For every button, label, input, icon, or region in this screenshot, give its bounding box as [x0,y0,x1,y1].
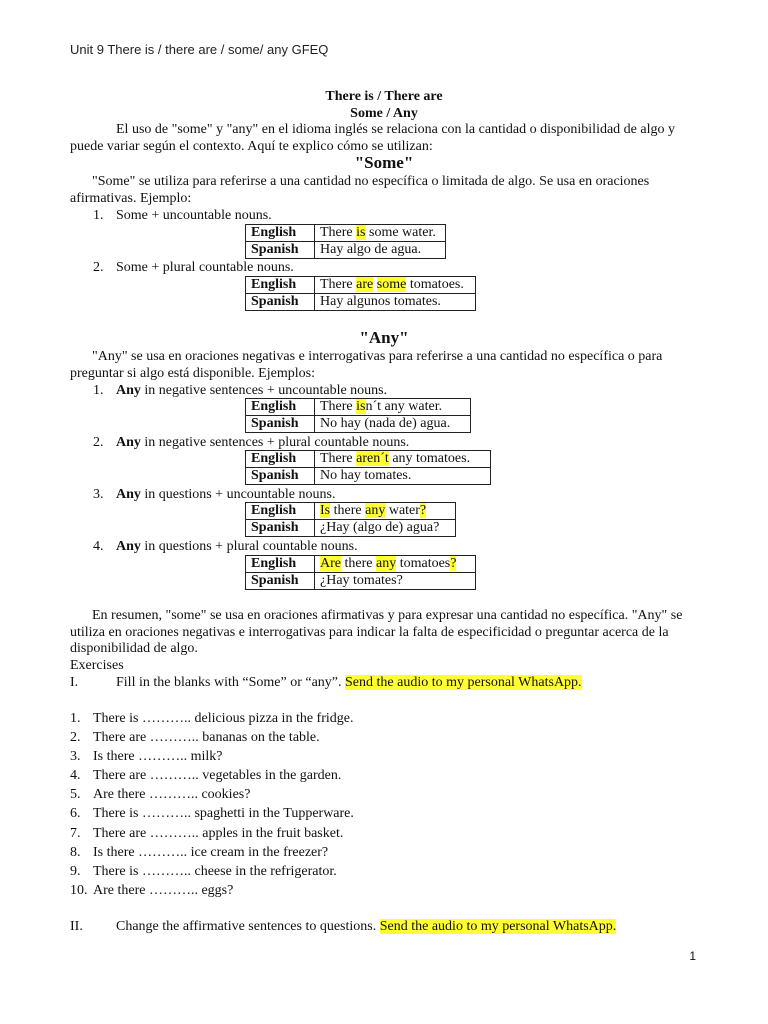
table-row [246,468,491,485]
spanish-sentence: No hay tomates. [315,468,491,485]
some-rule-1 [93,208,272,224]
list-item: 5. Are there ……….. cookies? [70,787,251,803]
some-example-table-1 [245,224,446,259]
label-english: English [246,451,315,468]
instruction-text: Change the affirmative sentences to questions. [116,919,380,934]
any-example-table-1 [245,398,471,433]
exercise-2-instruction [70,919,616,935]
roman-numeral: I. [70,675,79,690]
table-row [246,242,446,259]
rule-text: in negative sentences + plural countable nouns. [140,435,410,450]
any-rule-1 [93,383,387,399]
rule-number: 2. [93,260,104,275]
title-line-1: There is / There are [325,89,443,104]
rule-text: in questions + plural countable nouns. [140,539,358,554]
spanish-sentence: Hay algo de agua. [315,242,446,259]
table-row [246,399,471,416]
english-sentence: There aren´t any tomatoes. [315,451,491,468]
exercises-label: Exercises [70,658,124,673]
rule-text: in questions + uncountable nouns. [140,487,336,502]
label-spanish: Spanish [246,520,315,537]
label-english: English [246,503,315,520]
page-number: 1 [689,949,696,963]
rule-keyword: Any [116,435,141,450]
exercise-list [70,709,354,900]
title-line-2: Some / Any [350,106,418,121]
label-spanish: Spanish [246,573,315,590]
any-example-table-3 [245,502,456,537]
list-item: 2. There are ……….. bananas on the table. [70,730,320,746]
any-heading: "Any" [359,328,409,347]
label-english: English [246,277,315,294]
label-spanish: Spanish [246,294,315,311]
table-row [246,556,476,573]
english-sentence: There isn´t any water. [315,399,471,416]
table-row [246,277,476,294]
any-description: "Any" se usa en oraciones negativas e interrogativas para referirse a una cantidad no específica o para preguntar si algo está disponible. Ejemplos: [70,349,663,381]
label-spanish: Spanish [246,416,315,433]
english-sentence: Is there any water? [315,503,456,520]
summary-paragraph: En resumen, "some" se usa en oraciones afirmativas y para expresar una cantidad no específica. "Any" se utiliza en oraciones negativas e interrogativas para indicar la falta de especificidad o preguntar acerca de la disponibilidad de algo. [70,608,683,656]
rule-number: 3. [93,487,104,502]
label-english: English [246,556,315,573]
exercise-1-instruction [70,675,582,691]
list-item: 1. There is ……….. delicious pizza in the fridge. [70,711,354,726]
intro-paragraph: El uso de "some" y "any" en el idioma inglés se relaciona con la cantidad o disponibilidad de algo y puede variar según el contexto. Aquí te explico cómo se utilizan: [70,122,675,154]
english-sentence: There is some water. [315,225,446,242]
list-item: 3. Is there ……….. milk? [70,749,223,765]
roman-numeral: II. [70,919,83,934]
any-example-table-2 [245,450,491,485]
page-header: Unit 9 There is / there are / some/ any GFEQ [70,42,329,57]
english-sentence: There are some tomatoes. [315,277,476,294]
any-rule-3 [93,487,335,503]
some-heading: "Some" [354,153,414,172]
list-item: 4. There are ……….. vegetables in the garden. [70,768,342,784]
table-row [246,503,456,520]
table-row [246,225,446,242]
rule-text: Some + uncountable nouns. [116,208,272,223]
instruction-highlight: Send the audio to my personal WhatsApp. [345,675,582,690]
label-spanish: Spanish [246,242,315,259]
rule-keyword: Any [116,383,141,398]
rule-number: 2. [93,435,104,450]
any-rule-4 [93,539,358,555]
list-item: 9. There is ……….. cheese in the refrigerator. [70,863,337,879]
spanish-sentence: Hay algunos tomates. [315,294,476,311]
rule-text: Some + plural countable nouns. [116,260,294,275]
english-sentence: Are there any tomatoes? [315,556,476,573]
some-description: "Some" se utiliza para referirse a una cantidad no específica o limitada de algo. Se usa en oraciones afirmativas. Ejemplo: [70,174,650,206]
instruction-highlight: Send the audio to my personal WhatsApp. [379,919,617,934]
rule-keyword: Any [116,539,141,554]
rule-text: in negative sentences + uncountable nouns. [140,383,388,398]
label-english: English [246,225,315,242]
rule-number: 1. [93,208,104,223]
spanish-sentence: ¿Hay (algo de) agua? [315,520,456,537]
spanish-sentence: No hay (nada de) agua. [315,416,471,433]
instruction-text: Fill in the blanks with “Some” or “any”. [116,675,346,690]
some-rule-2 [93,260,294,276]
rule-number: 1. [93,383,104,398]
table-row [246,451,491,468]
any-rule-2 [93,435,409,451]
label-spanish: Spanish [246,468,315,485]
any-example-table-4 [245,555,476,590]
list-item: 6. There is ……….. spaghetti in the Tupperware. [70,806,354,822]
spanish-sentence: ¿Hay tomates? [315,573,476,590]
table-row [246,573,476,590]
some-example-table-2 [245,276,476,311]
table-row [246,416,471,433]
label-english: English [246,399,315,416]
rule-keyword: Any [116,487,141,502]
list-item: 8. Is there ……….. ice cream in the freezer? [70,844,329,860]
table-row [246,520,456,537]
list-item: 10. Are there ……….. eggs? [70,882,234,898]
rule-number: 4. [93,539,104,554]
table-row [246,294,476,311]
list-item: 7. There are ……….. apples in the fruit basket. [70,825,344,841]
